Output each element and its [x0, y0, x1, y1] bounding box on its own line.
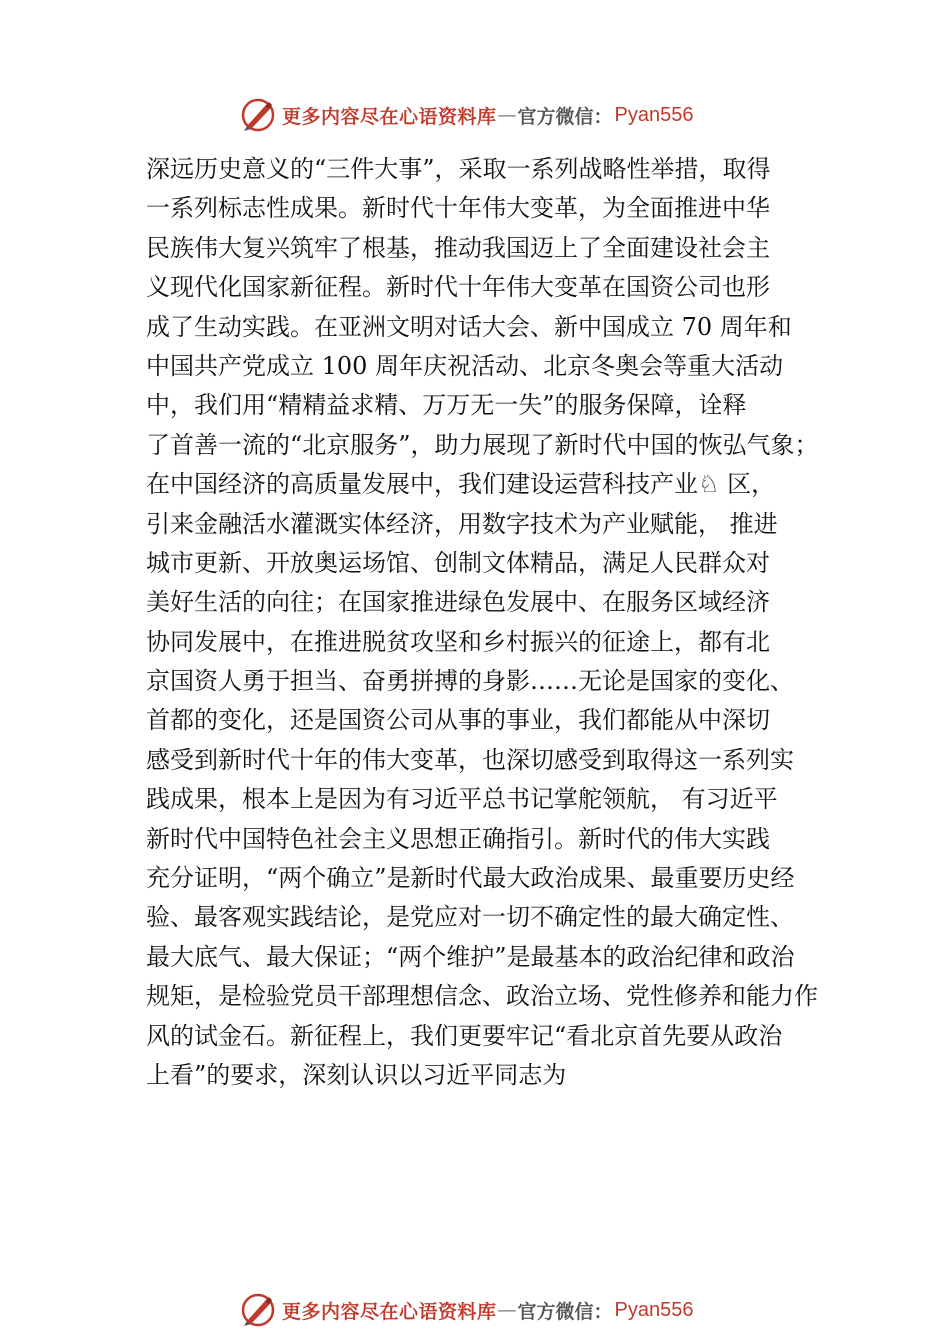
text-line: 中国共产党成立 100 周年庆祝活动、北京冬奥会等重大活动 — [146, 351, 784, 380]
text-line: 充分证明，“两个确立”是新时代最大政治成果、最重要历史经 — [146, 864, 795, 893]
text-line: 深远历史意义的“三件大事”，采取一系列战略性举措，取得 — [146, 155, 771, 183]
watermark-main-text: 更多内容尽在心语资料库 — [282, 105, 497, 128]
watermark-main-text: 更多内容尽在心语资料库 — [282, 1300, 497, 1323]
watermark-dash: — — [497, 104, 517, 126]
text-line: 新时代中国特色社会主义思想正确指引。新时代的伟大实践 — [146, 824, 770, 853]
watermark-official-label: 官方微信： — [517, 105, 613, 128]
text-line: 验、最客观实践结论，是党应对一切不确定性的最大确定性、 — [146, 903, 794, 932]
watermark-wechat-id: Pyan556 — [614, 1298, 694, 1321]
pen-logo-icon — [238, 1290, 278, 1330]
text-line: 中，我们用“精精益求精、万万无一失”的服务保障，诠释 — [146, 391, 747, 420]
text-line: 成了生动实践。在亚洲文明对话大会、新中国成立 70 周年和 — [146, 312, 792, 341]
text-line: 美好生活的向往；在国家推进绿色发展中、在服务区域经济 — [146, 588, 770, 617]
text-line: 上看”的要求，深刻认识以习近平同志为 — [146, 1060, 567, 1089]
text-line: 协同发展中，在推进脱贫攻坚和乡村振兴的征途上，都有北 — [146, 627, 770, 656]
footer-watermark — [238, 1290, 694, 1330]
watermark-official-label: 官方微信： — [517, 1300, 613, 1323]
text-line: 义现代化国家新征程。新时代十年伟大变革在国资公司也形 — [146, 273, 770, 302]
watermark-wechat-id: Pyan556 — [614, 103, 694, 126]
pen-logo-icon — [238, 95, 278, 135]
text-line: 引来金融活水灌溉实体经济，用数字技术为产业赋能， 推进 — [146, 509, 778, 538]
text-line: 了首善一流的“北京服务”，助力展现了新时代中国的恢弘气象； — [146, 430, 819, 459]
watermark-dash: — — [497, 1299, 517, 1321]
text-line: 民族伟大复兴筑牢了根基，推动我国迈上了全面建设社会主 — [146, 233, 770, 262]
text-line: 风的试金石。新征程上，我们更要牢记“看北京首先要从政治 — [146, 1021, 783, 1050]
text-line: 一系列标志性成果。新时代十年伟大变革，为全面推进中华 — [146, 194, 770, 223]
text-line: 首都的变化，还是国资公司从事的事业，我们都能从中深切 — [146, 706, 770, 735]
text-line: 城市更新、开放奥运场馆、创制文体精品，满足人民群众对 — [146, 548, 770, 577]
document-body — [146, 150, 836, 1095]
text-line: 京国资人勇于担当、奋勇拼搏的身影……无论是国家的变化、 — [146, 667, 794, 696]
text-line: 最大底气、最大保证；“两个维护”是最基本的政治纪律和政治 — [146, 942, 795, 971]
text-line: 践成果，根本上是因为有习近平总书记掌舵领航， 有习近平 — [146, 785, 778, 814]
text-line: 在中国经济的高质量发展中，我们建设运营科技产业♘ 区， — [146, 470, 776, 499]
text-line: 感受到新时代十年的伟大变革，也深切感受到取得这一系列实 — [146, 745, 794, 774]
text-line: 规矩，是检验党员干部理想信念、政治立场、党性修养和能力作 — [146, 982, 818, 1011]
header-watermark — [238, 95, 694, 135]
